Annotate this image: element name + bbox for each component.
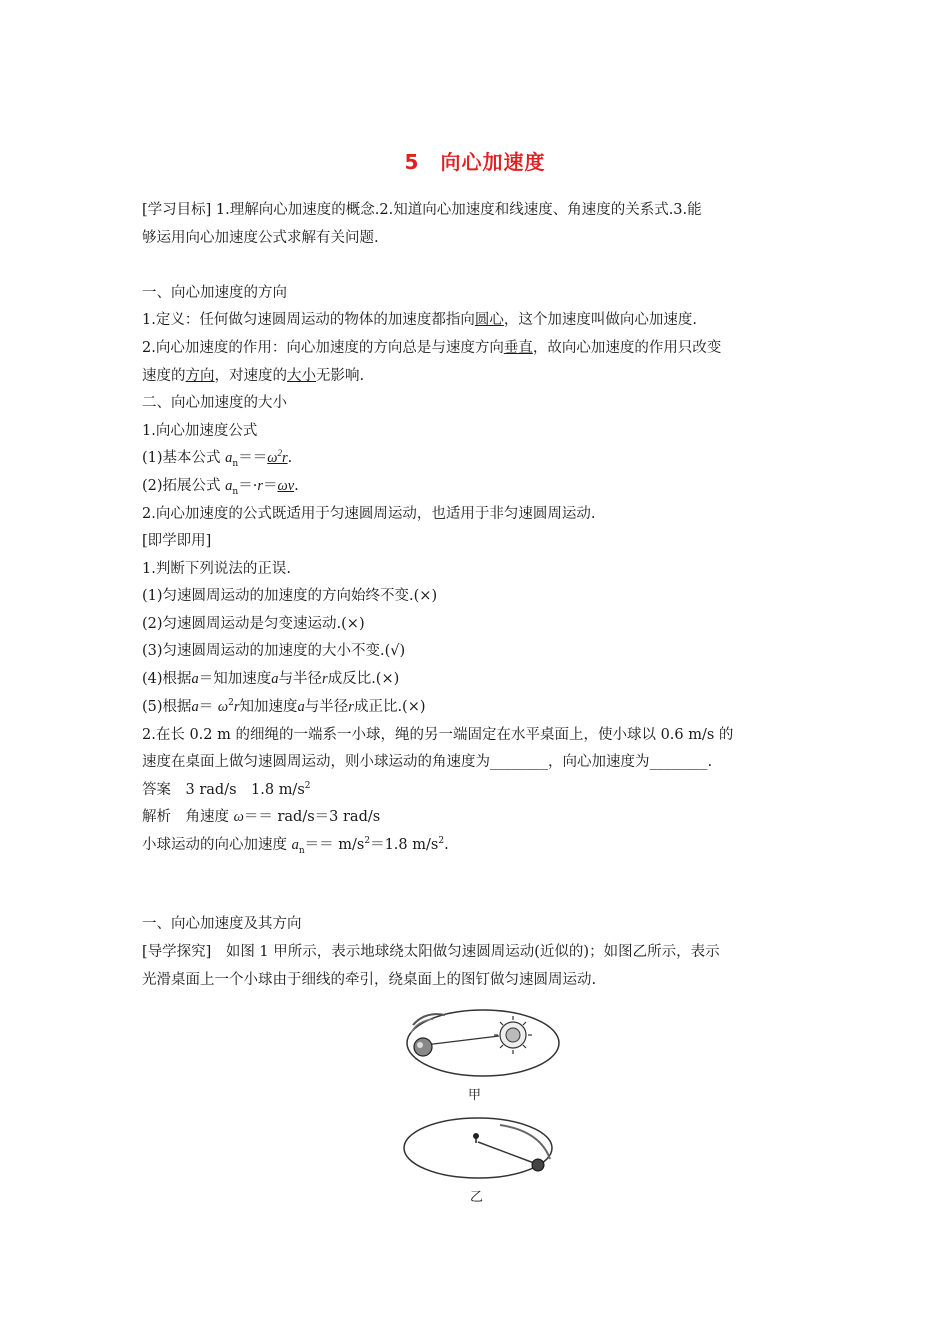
guide-line2: 光滑桌面上一个小球由于细线的牵引，绕桌面上的图钉做匀速圆周运动. [142,972,597,988]
applies-line: 2.向心加速度的公式既适用于匀速圆周运动，也适用于非匀速圆周运动. [142,506,596,522]
figure-caption-yi: 乙 [470,1190,484,1205]
question-2-line2: 速度在桌面上做匀速圆周运动，则小球运动的角速度为________，向心加速度为________. [142,754,713,770]
question-1-item: (3)匀速圆周运动的加速度的大小不变.(√) [142,643,406,659]
ball-pin-orbit-figure [400,1113,560,1185]
page-title: 5 向心加速度 [404,150,546,174]
earth-icon [411,1014,499,1056]
question-1-item: (1)匀速圆周运动的加速度的方向始终不变.(×) [142,588,438,604]
role-line-2: 速度的方向，对速度的大小无影响. [142,368,365,384]
section-heading: 一、向心加速度及其方向 [142,916,302,932]
section-heading: 二、向心加速度的大小 [142,395,287,411]
section-heading: 一、向心加速度的方向 [142,285,287,301]
earth-sun-orbit-figure [395,1005,565,1085]
practice-heading: [即学即用] [142,533,212,549]
role-line: 2.向心加速度的作用：向心加速度的方向总是与速度方向垂直，故向心加速度的作用只改变 [142,340,722,356]
question-1-item: (2)匀速圆周运动是匀变速运动.(×) [142,616,365,632]
pin-icon [473,1133,479,1143]
goals-line2: 够运用向心加速度公式求解有关问题. [142,230,379,246]
analysis-line: 解析 角速度 ω＝＝ rad/s＝3 rad/s [142,809,381,825]
goals-line1: [学习目标] 1.理解向心加速度的概念.2.知道向心加速度和线速度、角速度的关系式.3.能 [142,202,702,218]
question-1: 1.判断下列说法的正误. [142,561,291,577]
basic-formula: (1)基本公式 $a_n==\omega^2r$. [142,448,293,469]
extended-formula: (2)拓展公式 $a_n=\cdot r=\omega v$. [142,478,299,497]
question-1-item: (4)根据a＝知加速度a与半径r成反比.(×) [142,671,400,687]
figure-caption-jia: 甲 [468,1088,482,1103]
guide-line1: [导学探究] 如图 1 甲所示，表示地球绕太阳做匀速圆周运动(近似的)；如图乙所示，表示 [142,944,720,960]
ball-icon [532,1159,544,1171]
acceleration-line: 小球运动的向心加速度 $a_n== m/s^2=1.8$ $m/s^2$. [142,836,449,856]
question-1-item: (5)根据$a= \omega^2r$知加速度a与半径r成正比.(×) [142,698,426,715]
sun-icon [494,1016,532,1054]
question-2-line1: 2.在长 0.2 m 的细绳的一端系一小球，绳的另一端固定在水平桌面上，使小球以 0.6 m/s 的 [142,727,734,743]
formula-title: 1.向心加速度公式 [142,423,258,439]
definition-line: 1.定义：任何做匀速圆周运动的物体的加速度都指向圆心，这个加速度叫做向心加速度. [142,312,697,328]
answer-line: 答案 3 rad/s 1.8 $m/s^2$ [142,781,311,798]
